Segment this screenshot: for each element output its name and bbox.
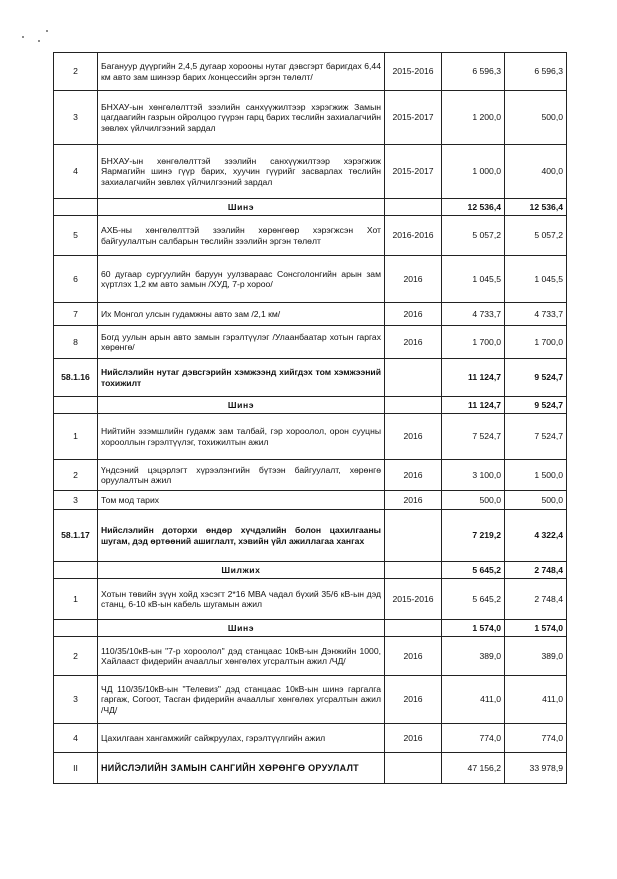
row-amount: 4 733,7 (505, 303, 567, 326)
row-amount: 2 748,4 (505, 579, 567, 620)
row-description: Нийслэлийн доторхи өндөр хүчдэлийн болон цахилгааны шугам, дэд өртөөний ашиглалт, хэвийн үйл ажиллагаа хангах (98, 510, 385, 562)
row-amount: 33 978,9 (505, 753, 567, 784)
row-amount: 400,0 (505, 145, 567, 199)
row-description: Их Монгол улсын гудамжны авто зам /2,1 км/ (98, 303, 385, 326)
row-total: 3 100,0 (442, 460, 505, 491)
table-row (54, 460, 567, 491)
row-number (54, 199, 98, 216)
table-row (54, 53, 567, 91)
row-amount: 389,0 (505, 637, 567, 676)
row-years: 2016 (385, 303, 442, 326)
row-amount: 500,0 (505, 491, 567, 510)
row-number (54, 397, 98, 414)
row-amount: 6 596,3 (505, 53, 567, 91)
row-total: 6 596,3 (442, 53, 505, 91)
row-number (54, 620, 98, 637)
row-amount: 1 045,5 (505, 256, 567, 303)
row-amount: 2 748,4 (505, 562, 567, 579)
row-years: 2016-2016 (385, 216, 442, 256)
row-years: 2015-2017 (385, 145, 442, 199)
table-row (54, 414, 567, 460)
row-number: 6 (54, 256, 98, 303)
row-number: 4 (54, 145, 98, 199)
row-total: 389,0 (442, 637, 505, 676)
row-description: 110/35/10кВ-ын "7-р хороолол" дэд станцаас 10кВ-ын Дэнжийн 1000, Хайлааст фидерийн ачааллыг хөнгөлөх угсралтын ажил /ЧД/ (98, 637, 385, 676)
row-years: 2016 (385, 491, 442, 510)
table-row (54, 91, 567, 145)
row-description: Шилжих (98, 562, 385, 579)
row-total: 411,0 (442, 676, 505, 724)
table-row (54, 303, 567, 326)
row-number: 8 (54, 326, 98, 359)
row-amount: 1 700,0 (505, 326, 567, 359)
row-total: 774,0 (442, 724, 505, 753)
section-row (54, 359, 567, 397)
row-total: 4 733,7 (442, 303, 505, 326)
row-description: Нийтийн эзэмшлийн гудамж зам талбай, гэр хороолол, орон сууцны хорооллын гэрэлтүүлэг, тохижилтын ажил (98, 414, 385, 460)
total-row (54, 753, 567, 784)
budget-table (53, 52, 567, 784)
row-years: 2016 (385, 326, 442, 359)
row-total: 1 000,0 (442, 145, 505, 199)
row-description: Хотын төвийн зүүн хойд хэсэгт 2*16 МВА чадал бүхий 35/6 кВ-ын дэд станц, 6-10 кВ-ын кабель шугамын ажил (98, 579, 385, 620)
row-years (385, 562, 442, 579)
row-number: 58.1.17 (54, 510, 98, 562)
subtotal-row (54, 562, 567, 579)
table-row (54, 724, 567, 753)
subtotal-row (54, 397, 567, 414)
row-years (385, 753, 442, 784)
row-years (385, 199, 442, 216)
row-description: Багануур дүүргийн 2,4,5 дугаар хорооны нутаг дэвсгэрт баригдах 6,44 км авто зам шинээр барих /концессийн эргэн төлөлт/ (98, 53, 385, 91)
row-total: 12 536,4 (442, 199, 505, 216)
row-total: 11 124,7 (442, 397, 505, 414)
row-amount: 1 574,0 (505, 620, 567, 637)
row-number: II (54, 753, 98, 784)
table-row (54, 579, 567, 620)
row-number: 2 (54, 460, 98, 491)
row-number: 5 (54, 216, 98, 256)
row-description: БНХАУ-ын хөнгөлөлттэй зээлийн санхүүжилтээр хэрэгжиж Замын цагдаагийн газрын ойролцоо гүүрэн гарц барих төслийн захиалагчийн зөвлөх үйлчилгээний зардал (98, 91, 385, 145)
row-years (385, 359, 442, 397)
row-number (54, 562, 98, 579)
row-amount: 411,0 (505, 676, 567, 724)
row-description: БНХАУ-ын хөнгөлөлттэй зээлийн санхүүжилтээр хэрэгжиж Яармагийн шинэ гүүр барих, хуучин гүүрийг засварлах төслийн захиалагчийн зөвлөх үйлчилгээний зардал (98, 145, 385, 199)
row-description: Шинэ (98, 620, 385, 637)
row-total: 5 057,2 (442, 216, 505, 256)
row-total: 7 219,2 (442, 510, 505, 562)
row-amount: 7 524,7 (505, 414, 567, 460)
row-total: 5 645,2 (442, 562, 505, 579)
section-row (54, 510, 567, 562)
row-years: 2016 (385, 460, 442, 491)
row-number: 2 (54, 53, 98, 91)
scan-speck (46, 30, 48, 32)
table-body (54, 53, 567, 784)
row-number: 3 (54, 491, 98, 510)
row-years: 2016 (385, 637, 442, 676)
row-number: 1 (54, 579, 98, 620)
row-total: 47 156,2 (442, 753, 505, 784)
row-years: 2016 (385, 724, 442, 753)
row-total: 1 045,5 (442, 256, 505, 303)
table-row (54, 256, 567, 303)
table-row (54, 491, 567, 510)
row-amount: 5 057,2 (505, 216, 567, 256)
row-total: 1 700,0 (442, 326, 505, 359)
row-total: 5 645,2 (442, 579, 505, 620)
row-description: Том мод тарих (98, 491, 385, 510)
table-row (54, 326, 567, 359)
scan-speck (38, 40, 40, 42)
row-description: Богд уулын арын авто замын гэрэлтүүлэг /Улаанбаатар хотын гаргах хөрөнгө/ (98, 326, 385, 359)
row-number: 1 (54, 414, 98, 460)
row-years: 2016 (385, 256, 442, 303)
row-amount: 1 500,0 (505, 460, 567, 491)
row-years (385, 397, 442, 414)
row-number: 3 (54, 91, 98, 145)
row-years: 2016 (385, 414, 442, 460)
row-amount: 4 322,4 (505, 510, 567, 562)
row-total: 500,0 (442, 491, 505, 510)
row-amount: 500,0 (505, 91, 567, 145)
row-number: 58.1.16 (54, 359, 98, 397)
table-row (54, 637, 567, 676)
table-row (54, 145, 567, 199)
row-description: ЧД 110/35/10кВ-ын "Телевиз" дэд станцаас 10кВ-ын шинэ гаргалга гаргаж, Согоот, Тасган фидерийн ачааллыг хөнгөлөх угсралтын ажил /ЧД/ (98, 676, 385, 724)
row-years: 2015-2017 (385, 91, 442, 145)
row-amount: 12 536,4 (505, 199, 567, 216)
row-number: 3 (54, 676, 98, 724)
row-years: 2015-2016 (385, 53, 442, 91)
row-years (385, 510, 442, 562)
scan-speck (22, 36, 24, 38)
table-row (54, 216, 567, 256)
row-description: Шинэ (98, 397, 385, 414)
row-years (385, 620, 442, 637)
table-row (54, 676, 567, 724)
row-amount: 9 524,7 (505, 397, 567, 414)
subtotal-row (54, 199, 567, 216)
row-amount: 9 524,7 (505, 359, 567, 397)
subtotal-row (54, 620, 567, 637)
row-total: 11 124,7 (442, 359, 505, 397)
row-number: 2 (54, 637, 98, 676)
row-description: НИЙСЛЭЛИЙН ЗАМЫН САНГИЙН ХӨРӨНГӨ ОРУУЛАЛТ (98, 753, 385, 784)
row-description: Нийслэлийн нутаг дэвсгэрийн хэмжээнд хийгдэх том хэмжээний тохижилт (98, 359, 385, 397)
row-total: 7 524,7 (442, 414, 505, 460)
row-description: АХБ-ны хөнгөлөлттэй зээлийн хөрөнгөөр хэрэгжсэн Хот байгуулалтын салбарын төслийн зээлийн эргэн төлөлт (98, 216, 385, 256)
row-years: 2015-2016 (385, 579, 442, 620)
row-description: 60 дугаар сургуулийн баруун уулзвараас Сонсголонгийн арын зам хүртлэх 1,2 км авто замын /ХУД, 7-р хороо/ (98, 256, 385, 303)
row-number: 7 (54, 303, 98, 326)
row-years: 2016 (385, 676, 442, 724)
row-amount: 774,0 (505, 724, 567, 753)
row-total: 1 574,0 (442, 620, 505, 637)
row-description: Цахилгаан хангамжийг сайжруулах, гэрэлтүүлгийн ажил (98, 724, 385, 753)
row-description: Үндсэний цэцэрлэгт хүрээлэнгийн бүтээн байгуулалт, хөрөнгө оруулалтын ажил (98, 460, 385, 491)
row-number: 4 (54, 724, 98, 753)
row-total: 1 200,0 (442, 91, 505, 145)
row-description: Шинэ (98, 199, 385, 216)
